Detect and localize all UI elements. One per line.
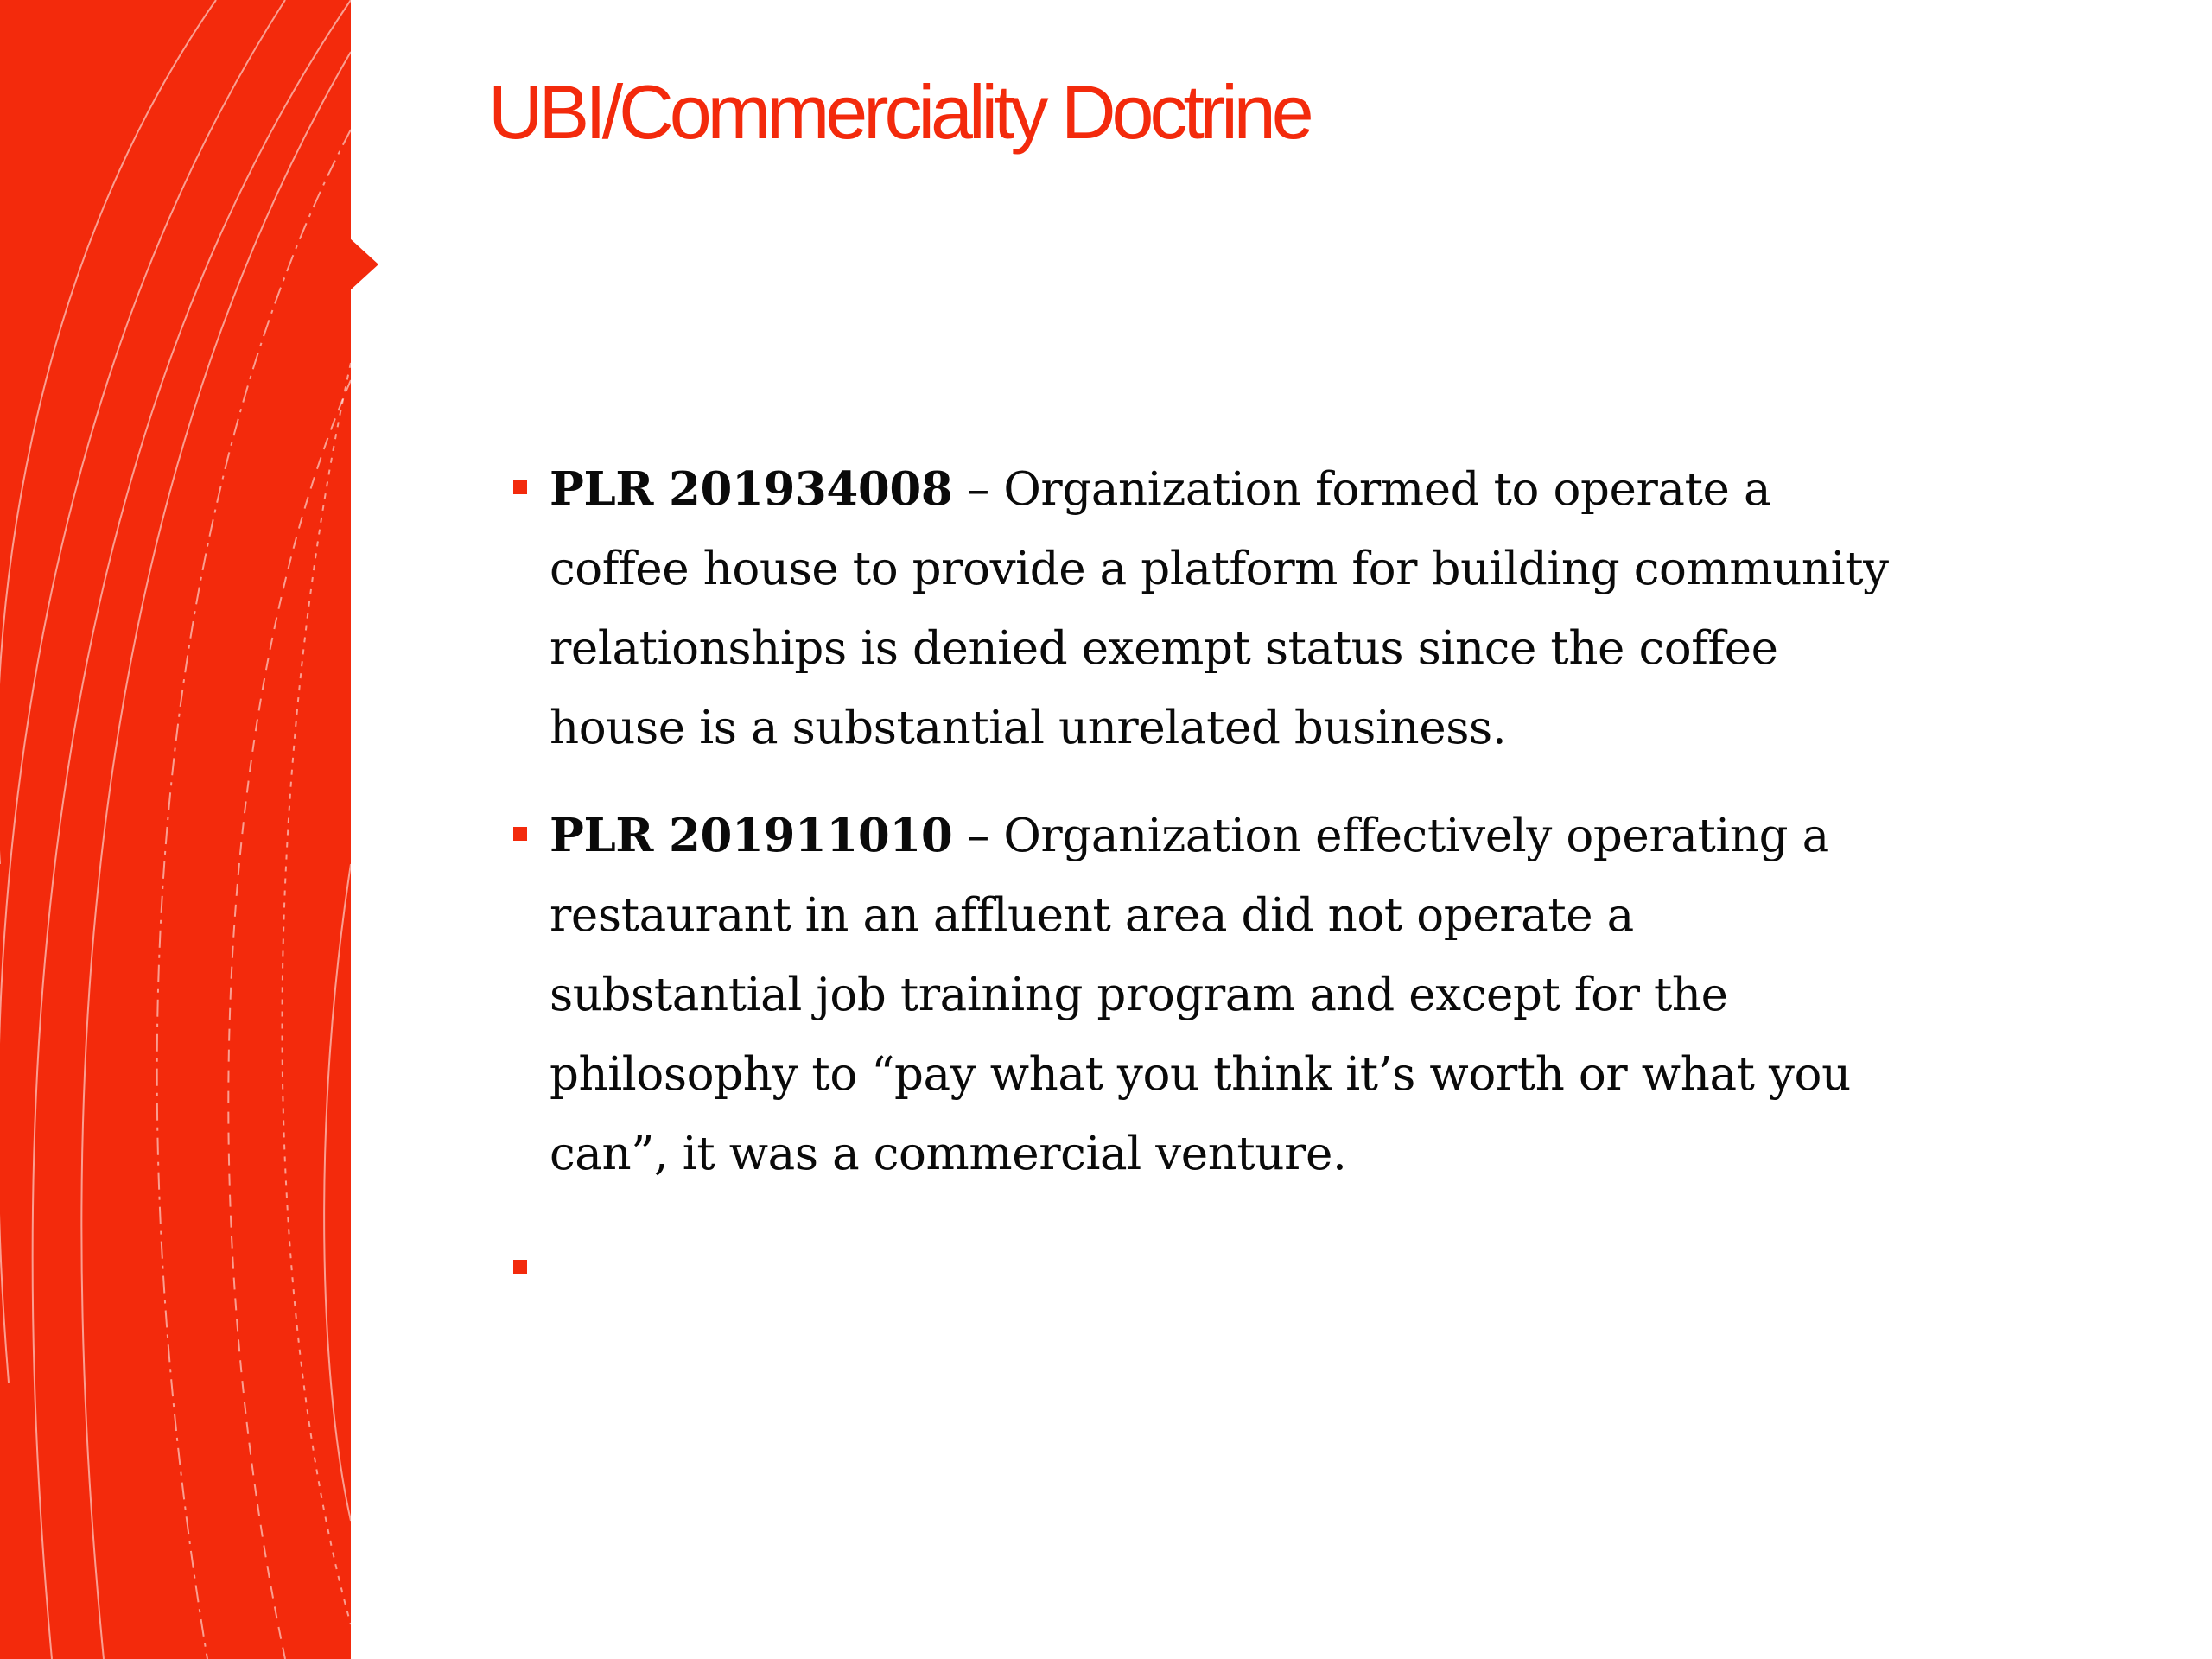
square-bullet-icon bbox=[513, 827, 527, 841]
bullet-separator: – bbox=[952, 810, 1004, 862]
square-bullet-icon bbox=[513, 480, 527, 494]
bullet-item-plr-201934008 bbox=[550, 449, 1897, 768]
plr-reference: PLR 201911010 bbox=[550, 809, 953, 862]
bullet-list bbox=[550, 449, 1897, 1308]
side-panel-fill bbox=[0, 0, 351, 1659]
bullet-item-empty bbox=[550, 1229, 1897, 1308]
plr-reference: PLR 201934008 bbox=[550, 462, 953, 516]
panel-arrow-notch bbox=[349, 238, 378, 291]
bullet-text: Organization effectively operating a restaurant in an affluent area did not operate a substantial job training program and except for the philosophy to “pay what you think it’s worth or what you can”, it was a commercial venture. bbox=[550, 810, 1851, 1180]
slide-title: UBI/Commerciality Doctrine bbox=[488, 69, 1310, 155]
decorative-side-panel bbox=[0, 0, 351, 1659]
slide-content bbox=[550, 449, 1897, 1336]
bullet-text: Organization formed to operate a coffee house to provide a platform for building community relationships is denied exempt status since the coffee house is a substantial unrelated business. bbox=[550, 463, 1889, 754]
square-bullet-icon bbox=[513, 1260, 527, 1274]
bullet-separator: – bbox=[952, 463, 1004, 516]
bullet-item-plr-201911010 bbox=[550, 796, 1897, 1194]
decorative-arcs bbox=[0, 0, 380, 1659]
